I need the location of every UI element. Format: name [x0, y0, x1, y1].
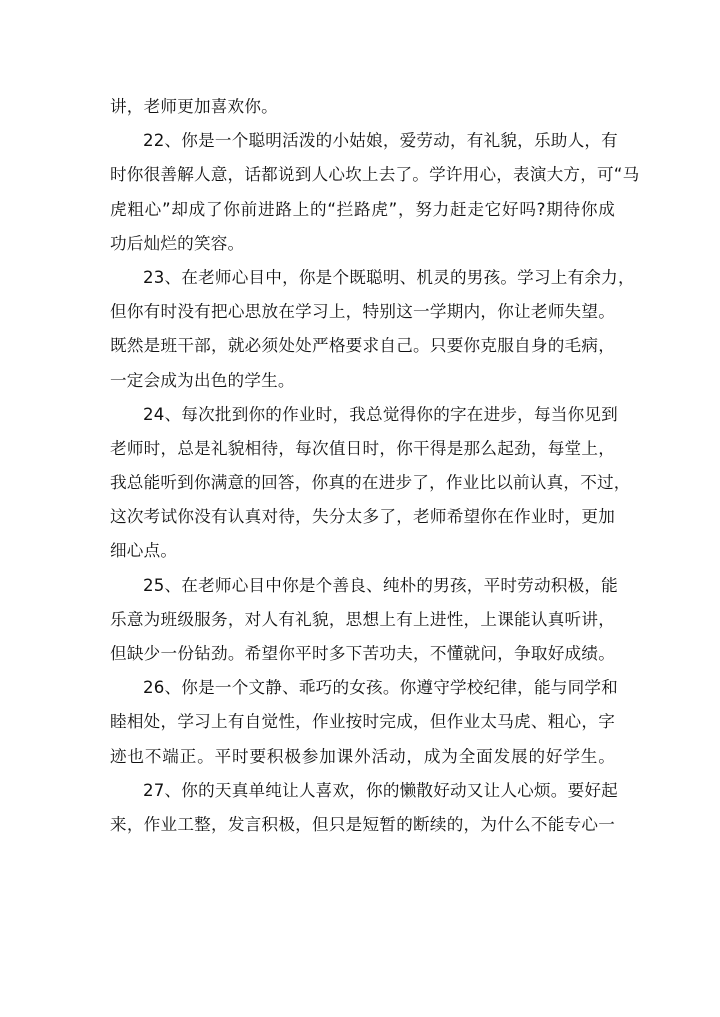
paragraph-line: 功后灿烂的笑容。	[110, 233, 245, 253]
paragraph-first-line: 26、你是一个文静、乖巧的女孩。你遵守学校纪律，能与同学和	[143, 678, 618, 698]
paragraph-first-line: 25、在老师心目中你是个善良、纯朴的男孩，平时劳动积极，能	[143, 575, 618, 595]
paragraph-line: 细心点。	[110, 541, 178, 561]
paragraph-first-line: 27、你的天真单纯让人喜欢，你的懒散好动又让人心烦。要好起	[143, 780, 618, 800]
paragraph-line: 老师时，总是礼貌相待，每次值日时，你干得是那么起劲，每堂上，	[110, 438, 615, 458]
paragraph-line: 讲，老师更加喜欢你。	[110, 97, 278, 116]
paragraph-line: 来，作业工整，发言积极，但只是短暂的断续的，为什么不能专心一	[110, 814, 615, 834]
paragraph-first-line: 23、在老师心目中，你是个既聪明、机灵的男孩。学习上有余力，	[143, 267, 635, 287]
paragraph-line: 时你很善解人意，话都说到人心坎上去了。学许用心，表演大方，可“马	[110, 165, 640, 185]
paragraph-line: 乐意为班级服务，对人有礼貌，思想上有上进性，上课能认真听讲，	[110, 609, 615, 629]
paragraph-line: 迹也不端正。平时要积极参加课外活动，成为全面发展的好学生。	[110, 746, 615, 766]
paragraph-line: 这次考试你没有认真对待，失分太多了，老师希望你在作业时，更加	[110, 507, 615, 527]
paragraph-first-line: 22、你是一个聪明活泼的小姑娘，爱劳动，有礼貌，乐助人，有	[143, 131, 618, 151]
paragraph-line: 但缺少一份钻劲。希望你平时多下苦功夫，不懂就问，争取好成绩。	[110, 644, 615, 663]
document-body	[110, 90, 640, 842]
paragraph-line: 我总能听到你满意的回答，你真的在进步了，作业比以前认真，不过，	[110, 473, 631, 493]
paragraph-line: 一定会成为出色的学生。	[110, 370, 295, 390]
paragraph-line: 虎粗心”却成了你前进路上的“拦路虎”，努力赶走它好吗?期待你成	[110, 199, 615, 219]
paragraph-first-line: 24、每次批到你的作业时，我总觉得你的字在进步，每当你见到	[143, 404, 618, 424]
paragraph-line: 既然是班干部，就必须处处严格要求自己。只要你克服自身的毛病，	[110, 336, 615, 356]
paragraph-line: 睦相处，学习上有自觉性，作业按时完成，但作业太马虎、粗心，字	[110, 712, 615, 732]
paragraph-line: 但你有时没有把心思放在学习上，特别这一学期内，你让老师失望。	[110, 302, 615, 322]
